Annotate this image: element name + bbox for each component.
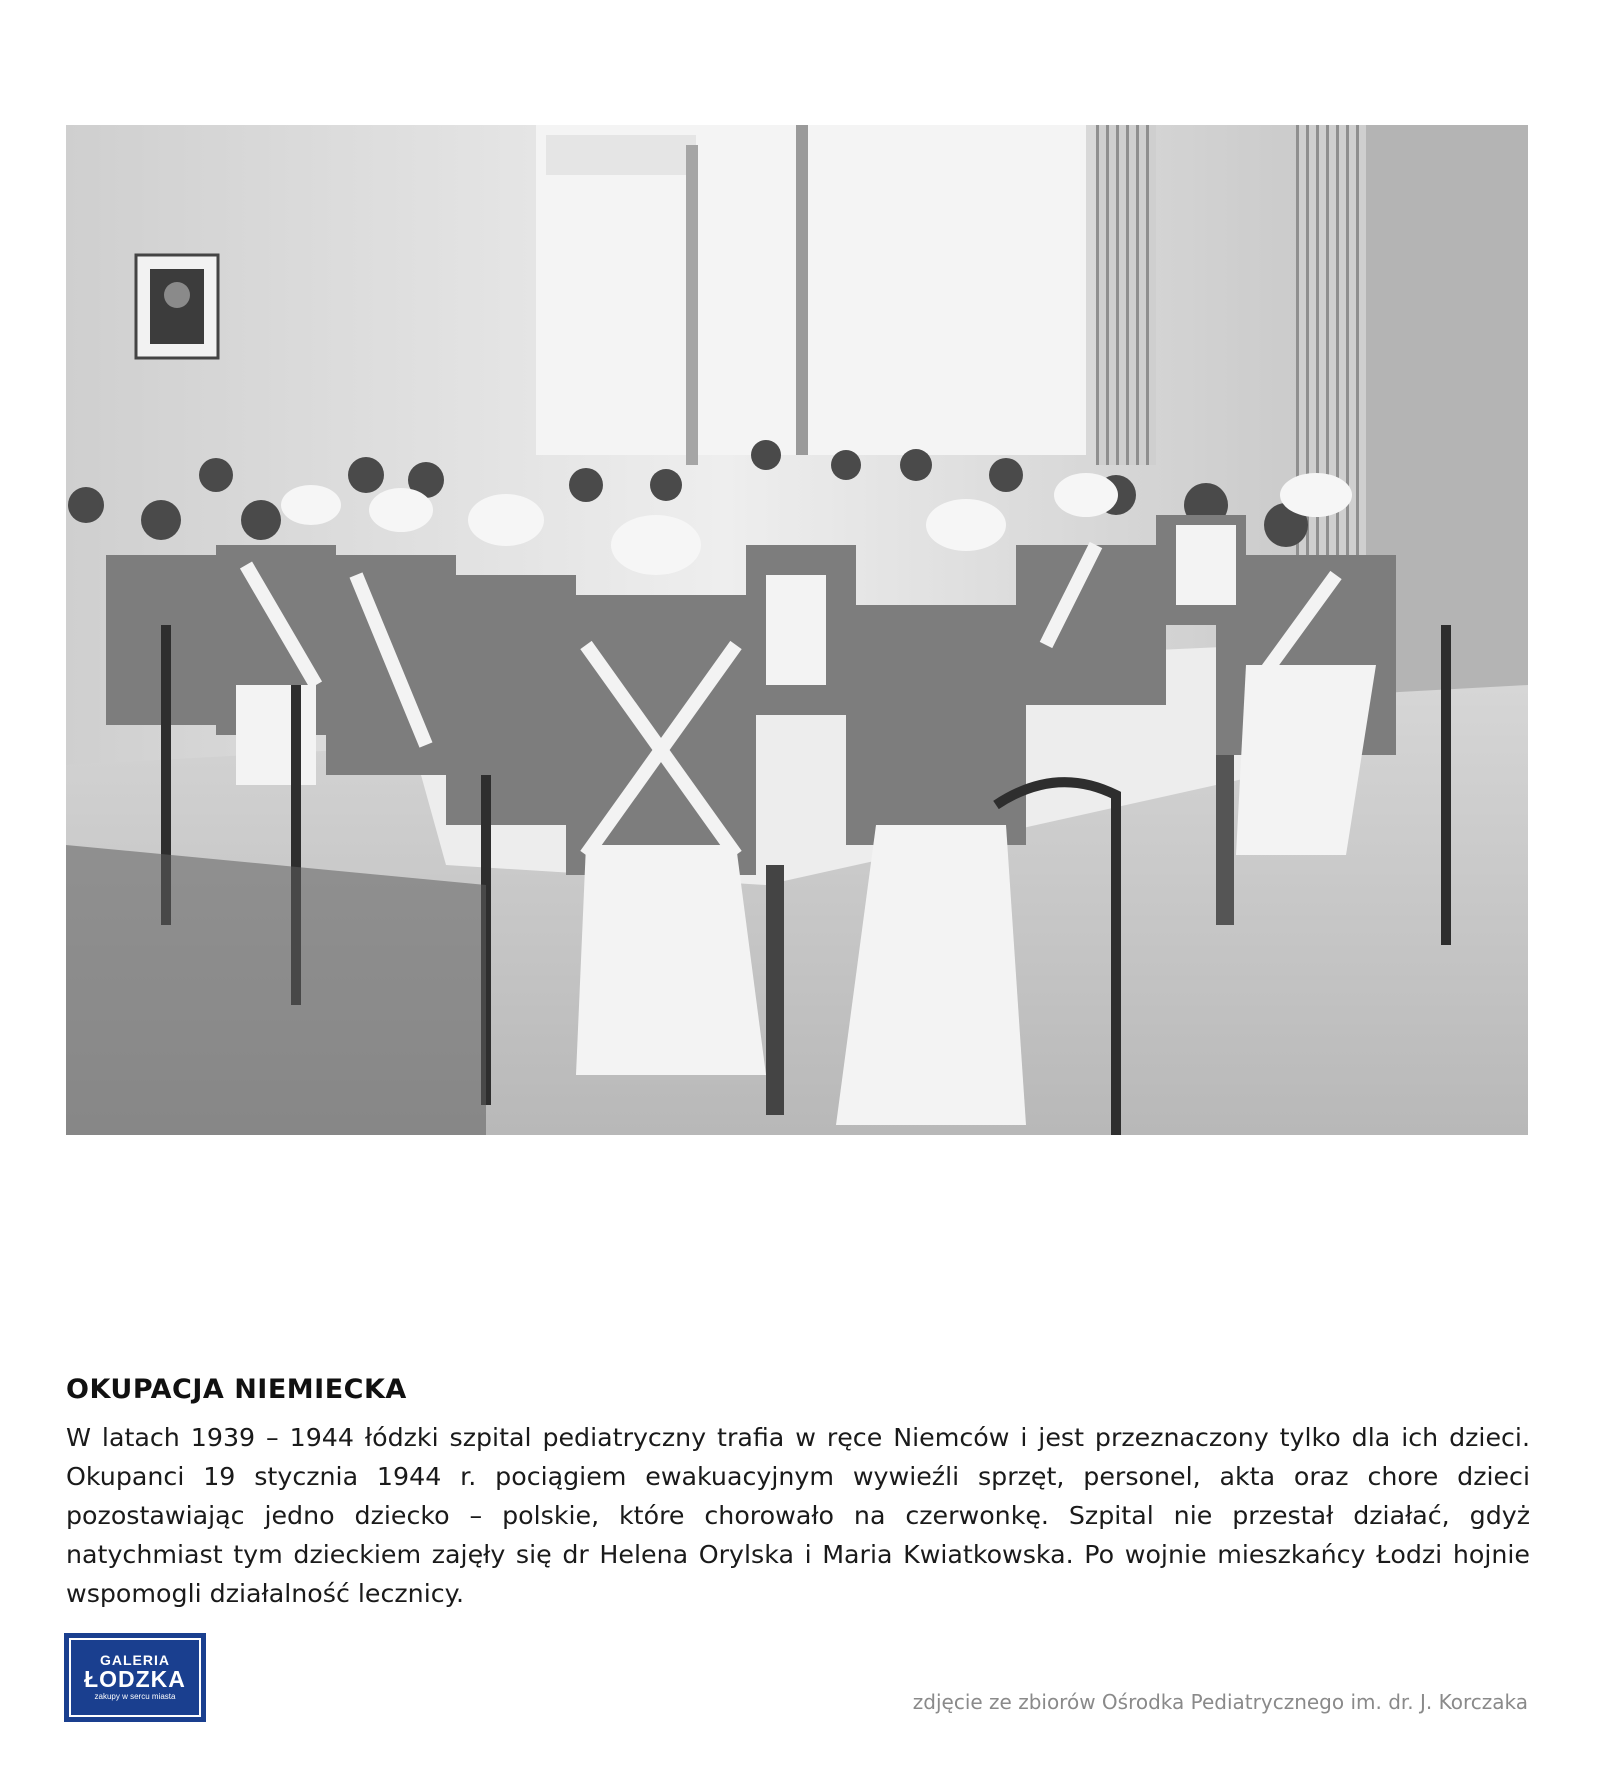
caption-title: OKUPACJA NIEMIECKA	[66, 1374, 407, 1405]
logo-line-2: ŁODZKA	[84, 1666, 186, 1692]
logo-frame	[69, 1638, 201, 1717]
photo-illustration	[66, 125, 1528, 1135]
caption-body: W latach 1939 – 1944 łódzki szpital pediatryczny trafia w ręce Niemców i jest przeznaczony tylko dla ich dzieci. Okupanci 19 stycznia 1944 r. pociągiem ewakuacyjnym wywieźli sprzęt, personel, akta oraz chore dzieci pozostawiając jedno dziecko – polskie, które chorowało na czerwonkę. Szpital nie przestał działać, gdyż natychmiast tym dzieckiem zajęły się dr Helena Orylska i Maria Kwiatkowska. Po wojnie mieszkańcy Łodzi hojnie wspomogli działalność lecznicy.	[66, 1423, 1530, 1608]
photo-credit: zdjęcie ze zbiorów Ośrodka Pediatrycznego im. dr. J. Korczaka	[912, 1690, 1528, 1714]
logo-tagline: zakupy w sercu miasta	[94, 1692, 176, 1701]
logo-line-1: GALERIA	[100, 1652, 170, 1668]
historical-photo	[66, 125, 1528, 1135]
galeria-lodzka-logo	[64, 1633, 206, 1722]
